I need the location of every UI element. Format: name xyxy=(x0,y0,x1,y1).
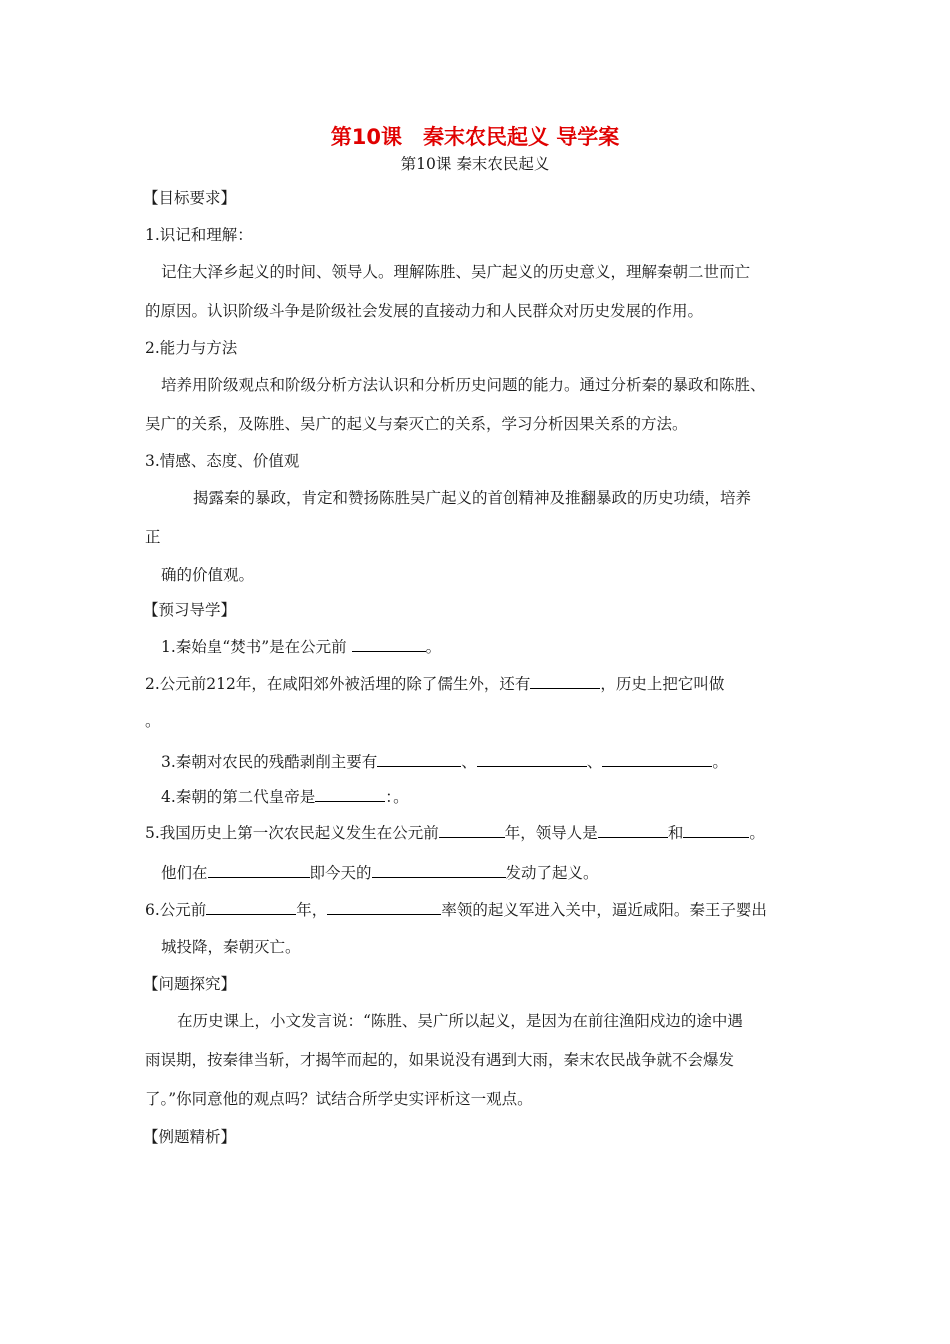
answer-blank[interactable] xyxy=(477,749,587,767)
answer-blank[interactable] xyxy=(352,634,426,652)
answer-blank[interactable] xyxy=(208,860,310,878)
page-subtitle: 第10课 秦末农民起义 xyxy=(400,155,550,173)
page-title: 第10课 秦末农民起义 导学案 xyxy=(330,125,620,149)
preview-question-6-line-2: 城投降，秦朝灭亡。 xyxy=(161,938,301,956)
answer-blank[interactable] xyxy=(206,897,296,915)
inquiry-line-1: 在历史课上，小文发言说：“陈胜、吴广所以起义，是因为在前往渔阳戍边的途中遇 xyxy=(177,1012,743,1030)
answer-blank[interactable] xyxy=(683,820,749,838)
examples-heading: 【例题精析】 xyxy=(143,1128,237,1146)
preview-question-5-line-2: 他们在 即今天的 发动了起义。 xyxy=(161,860,599,884)
goals-section-3-heading: 3.情感、态度、价值观 xyxy=(145,452,300,470)
preview-question-2-end: 。 xyxy=(145,712,161,730)
answer-blank[interactable] xyxy=(372,860,506,878)
preview-question-5: 5.我国历史上第一次农民起义发生在公元前 年，领导人是 和 。 xyxy=(145,820,765,844)
goals-section-3-line-3: 确的价值观。 xyxy=(161,566,255,584)
preview-question-1: 1.秦始皇“焚书”是在公元前 。 xyxy=(161,634,441,658)
preview-question-6: 6.公元前 年， 率领的起义军进入关中，逼近咸阳。秦王子婴出 xyxy=(145,897,767,921)
answer-blank[interactable] xyxy=(530,671,600,689)
answer-blank[interactable] xyxy=(439,820,505,838)
preview-question-2: 2.公元前212年，在咸阳郊外被活埋的除了儒生外，还有 ，历史上把它叫做 xyxy=(145,671,724,695)
preview-heading: 【预习导学】 xyxy=(143,601,237,619)
answer-blank[interactable] xyxy=(602,749,712,767)
goals-section-2-line-2: 吴广的关系，及陈胜、吴广的起义与秦灭亡的关系，学习分析因果关系的方法。 xyxy=(145,415,688,433)
inquiry-line-3: 了。”你同意他的观点吗？试结合所学史实评析这一观点。 xyxy=(145,1090,533,1108)
answer-blank[interactable] xyxy=(377,749,461,767)
answer-blank[interactable] xyxy=(598,820,668,838)
inquiry-heading: 【问题探究】 xyxy=(143,975,237,993)
preview-question-3: 3.秦朝对农民的残酷剥削主要有 、 、 。 xyxy=(161,749,728,773)
answer-blank[interactable] xyxy=(327,897,441,915)
goals-section-1-heading: 1.识记和理解： xyxy=(145,226,253,244)
goals-section-2-line-1: 培养用阶级观点和阶级分析方法认识和分析历史问题的能力。通过分析秦的暴政和陈胜、 xyxy=(161,376,766,394)
goals-heading: 【目标要求】 xyxy=(143,189,237,207)
goals-section-2-heading: 2.能力与方法 xyxy=(145,339,238,357)
goals-section-3-line-1: 揭露秦的暴政，肯定和赞扬陈胜吴广起义的首创精神及推翻暴政的历史功绩，培养 xyxy=(193,489,752,507)
goals-section-1-line-1: 记住大泽乡起义的时间、领导人。理解陈胜、吴广起义的历史意义，理解秦朝二世而亡 xyxy=(161,263,751,281)
answer-blank[interactable] xyxy=(315,784,385,802)
goals-section-1-line-2: 的原因。认识阶级斗争是阶级社会发展的直接动力和人民群众对历史发展的作用。 xyxy=(145,302,704,320)
preview-question-4: 4.秦朝的第二代皇帝是 ：。 xyxy=(161,784,409,808)
inquiry-line-2: 雨误期，按秦律当斩，才揭竿而起的，如果说没有遇到大雨，秦末农民战争就不会爆发 xyxy=(145,1051,735,1069)
goals-section-3-line-2: 正 xyxy=(145,528,161,546)
